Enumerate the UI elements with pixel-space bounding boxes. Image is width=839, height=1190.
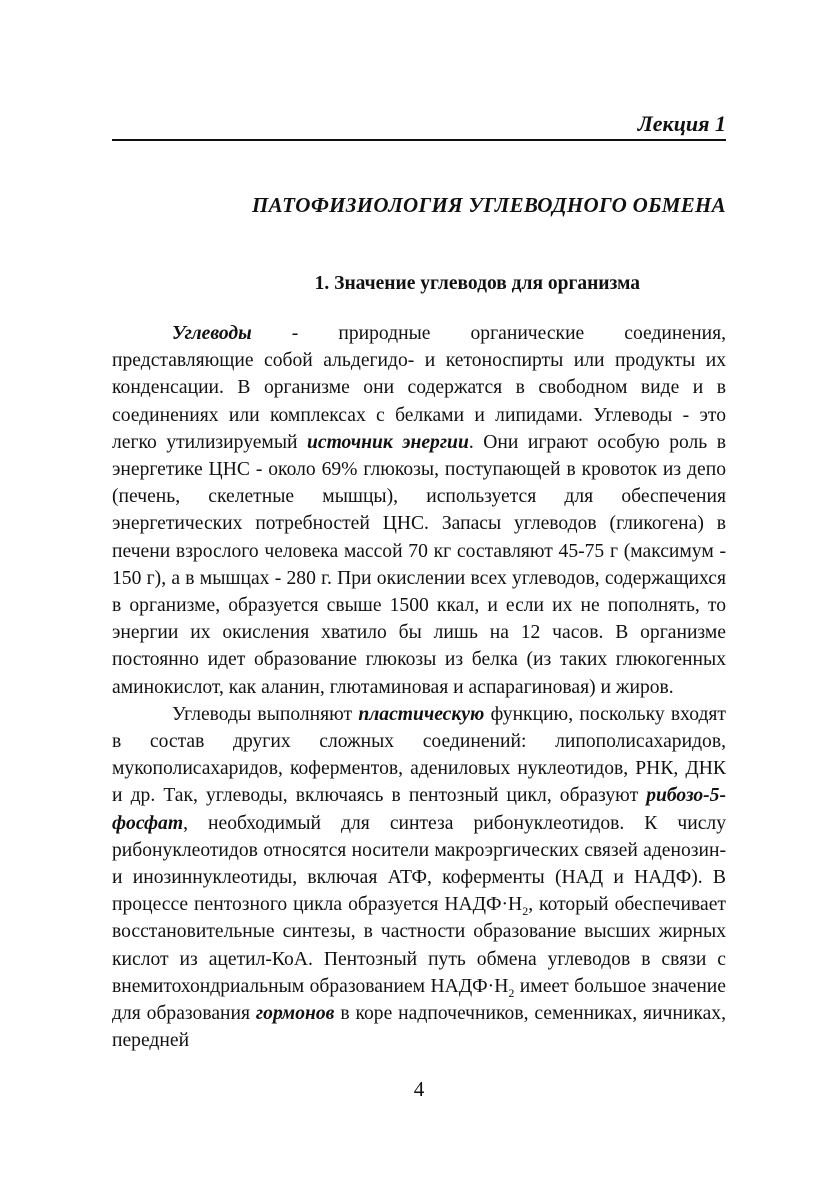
paragraph [112,320,726,701]
page-number: 4 [413,1077,425,1101]
header-rule [112,139,726,141]
section-title: 1. Значение углеводов для организма [314,273,640,294]
term-emphasis: пластическую [358,703,485,725]
paragraph-text: имеет большое значение для образования [112,975,726,1025]
subscript: 2 [522,904,529,919]
term-emphasis: Углеводы [172,323,252,344]
chapter-title: ПАТОФИЗИОЛОГИЯ УГЛЕВОДНОГО ОБМЕНА [252,193,726,217]
term-emphasis: гормонов [255,1003,335,1025]
document-page [112,0,726,1190]
paragraph-text: - природные органические соединения, представляющие собой альдегидо- и кетоноспирты или продукты их конденсации. В организме они содержатся в свободном виде и в соединениях или комплексах с белками и липидами. Углеводы - это легко утилизируемый [112,323,726,453]
paragraph [112,701,726,1055]
paragraph-text: , необходимый для синтеза рибонуклеотидов. К числу рибонуклеотидов относятся носители макроэргических связей аденозин- и инозиннуклеотиды, включая АТФ, коферменты (НАД и НАДФ). В процессе пентозного цикла образуется НАДФ·Н [112,812,726,916]
term-emphasis: источник энергии [306,431,469,453]
paragraph-text: Углеводы выполняют [172,703,359,725]
paragraph-text: функцию, поскольку входят в состав других сложных соединений: липополисахаридов, мукополисахаридов, коферментов, адениловых нуклеотидов, РНК, ДНК и др. Так, углеводы, включаясь в пентозный цикл, образуют [112,703,726,807]
paragraph-text: , который обеспечивает восстановительные синтезы, в частности образование высших жирных кислот из ацетил-КоА. Пентозный путь обмена углеводов в связи с внемитохондриальным образованием НАДФ·Н [112,894,726,997]
paragraph-text: . Они играют особую роль в энергетике ЦНС - около 69% глюкозы, поступающей в кровоток из депо (печень, скелетные мышцы), используется для обеспечения энергетических потребностей ЦНС. Запасы углеводов (гликогена) в печени взрослого человека массой 70 кг составляют 45-75 г (максимум - 150 г), а в мышцах - 280 г. При окислении всех углеводов, содержащихся в организме, образуется свыше 1500 ккал, и если их не пополнять, то энергии их окисления хватило бы лишь на 12 часов. В организме постоянно идет образование глюкозы из белка (из таких глюкогенных аминокислот, как аланин, глютаминовая и аспарагиновая) и жиров. [112,431,726,698]
body-text [112,320,726,1054]
subscript: 2 [508,985,515,1000]
running-head: Лекция 1 [637,111,726,136]
term-emphasis: рибозо-5-фосфат [112,785,726,834]
paragraph-text: в коре надпочечников, семенниках, яичниках, передней [112,1003,726,1052]
